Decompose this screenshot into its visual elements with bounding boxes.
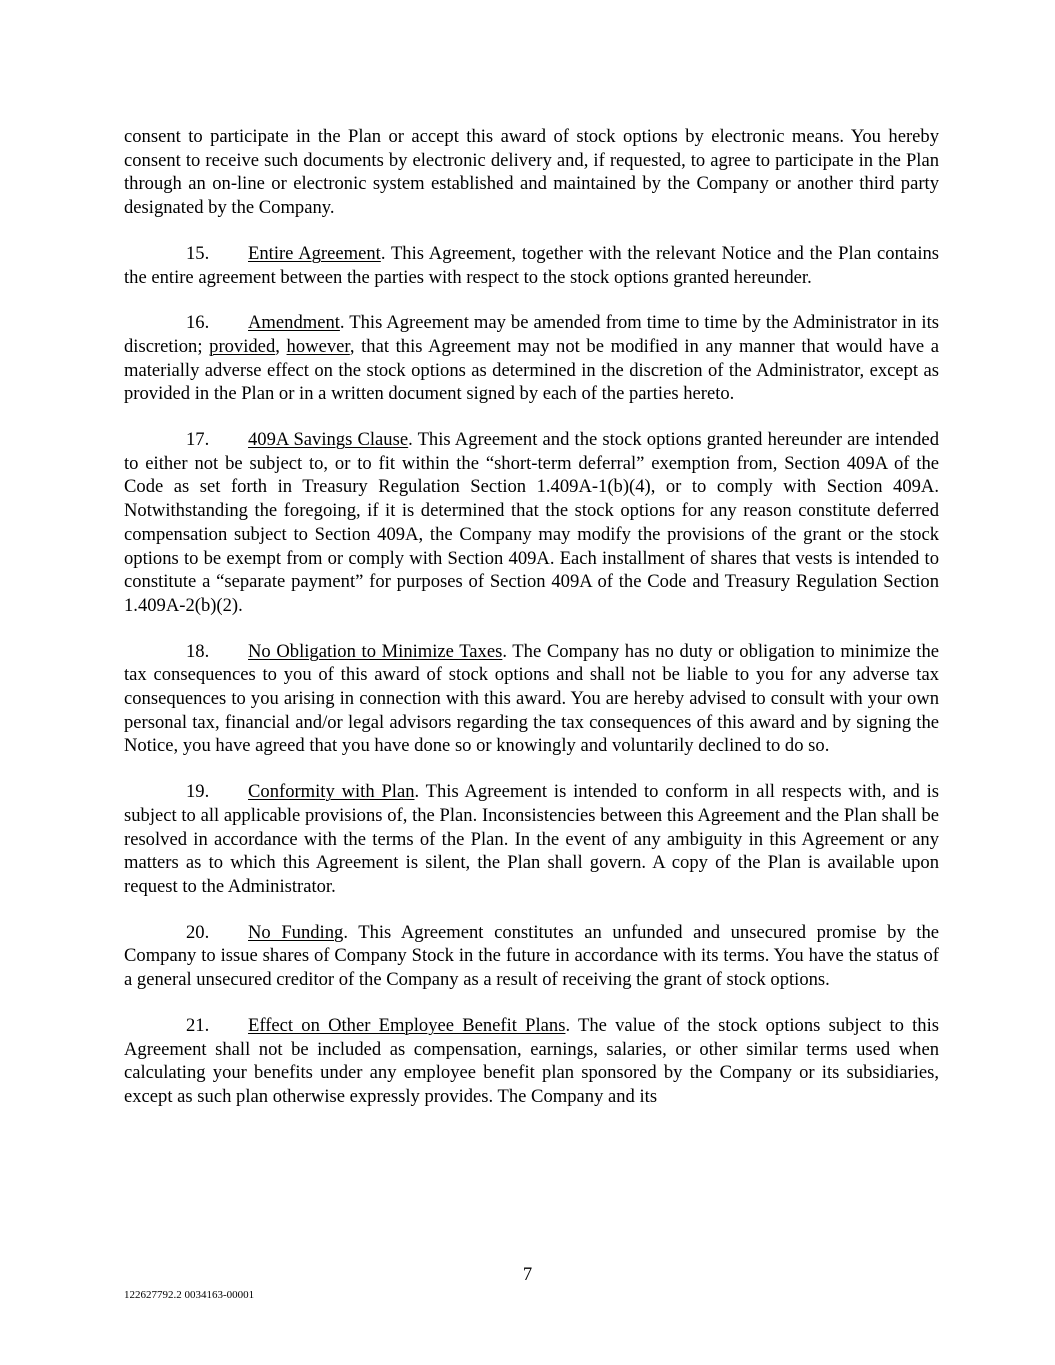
section-heading: Amendment [248,312,340,334]
section-number: 15. [186,242,210,264]
section-body: . This Agreement, together with the relevant Notice and the Plan contains the entire agreement between the parties with respect to the stock options granted hereunder. [124,242,940,288]
section-number: 17. [186,429,210,451]
section-18 [124,640,939,759]
section-body-continued: , that this Agreement may not be modified in any manner that would have a materially adverse effect on the stock options as determined in the discretion of the Administrator, except as provided in the Plan or in a written document signed by each of the parties hereto. [124,335,940,405]
provided-term: provided [209,335,276,357]
document-id: 122627792.2 0034163-00001 [124,1289,255,1301]
comma-separator: , [275,335,287,357]
section-heading: 409A Savings Clause [248,429,409,451]
section-heading: Effect on Other Employee Benefit Plans [248,1014,566,1036]
continuation-text: consent to participate in the Plan or accept this award of stock options by electronic means. You hereby consent to receive such documents by electronic delivery and, if requested, to agree to participate in the Plan through an on-line or electronic system established and maintained by the Company or another third party designated by the Company. [124,126,939,219]
section-heading: No Funding [248,921,344,943]
section-body: . This Agreement constitutes an unfunded and unsecured promise by the Company to issue shares of Company Stock in the future in accordance with its terms. You have the status of a general unsecured creditor of the Company as a result of receiving the grant of stock options. [124,921,939,991]
section-21 [124,1014,939,1109]
section-number: 16. [186,312,210,334]
section-heading: Entire Agreement [248,242,381,264]
section-number: 21. [186,1014,210,1036]
section-number: 18. [186,640,210,662]
section-body: . This Agreement may be amended from time to time by the Administrator in its discretion; [124,312,939,357]
section-19 [124,780,939,899]
section-16 [124,311,939,406]
section-body: . This Agreement and the stock options granted hereunder are intended to either not be subject to, or to fit within the “short-term deferral” exemption from, Section 409A of the Code as set forth in Treasury Regulation Section 1.409A-1(b)(4), or to comply with Section 409A. Notwithstanding the foregoing, if it is determined that the stock options for any reason constitute deferred compensation subject to Section 409A, the Company may modify the provisions of the grant or the stock options to be exempt from or comply with Section 409A. Each installment of shares that vests is intended to constitute a “separate payment” for purposes of Section 409A of the Code and Treasury Regulation Section 1.409A-2(b)(2). [124,429,939,616]
however-term: however [286,335,350,357]
section-17 [124,428,939,618]
paragraph-continuation [124,125,939,220]
page-number: 7 [522,1264,533,1285]
section-20 [124,921,939,992]
section-body: . The value of the stock options subject to this Agreement shall not be included as compensation, earnings, salaries, or other similar terms used when calculating your benefits under any employee benefit plan sponsored by the Company or its subsidiaries, except as such plan otherwise expressly provides. The Company and its [124,1014,939,1107]
section-15 [124,242,939,289]
section-heading: Conformity with Plan [248,781,415,803]
section-heading: No Obligation to Minimize Taxes [248,640,503,662]
section-body: . The Company has no duty or obligation to minimize the tax consequences to you of this award of stock options and shall not be liable to you for any adverse tax consequences to you arising in connection with this award. You are hereby advised to consult with your own personal tax, financial and/or legal advisors regarding the tax consequences of this award and by signing the Notice, you have agreed that you have done so or knowingly and voluntarily declined to do so. [124,640,939,757]
document-body [124,125,939,1131]
section-number: 19. [186,781,210,803]
section-number: 20. [186,921,210,943]
section-body: . This Agreement is intended to conform in all respects with, and is subject to all applicable provisions of, the Plan. Inconsistencies between this Agreement and the Plan shall be resolved in accordance with the terms of the Plan. In the event of any ambiguity in this Agreement or any matters as to which this Agreement is silent, the Plan shall govern. A copy of the Plan is available upon request to the Administrator. [124,781,939,897]
